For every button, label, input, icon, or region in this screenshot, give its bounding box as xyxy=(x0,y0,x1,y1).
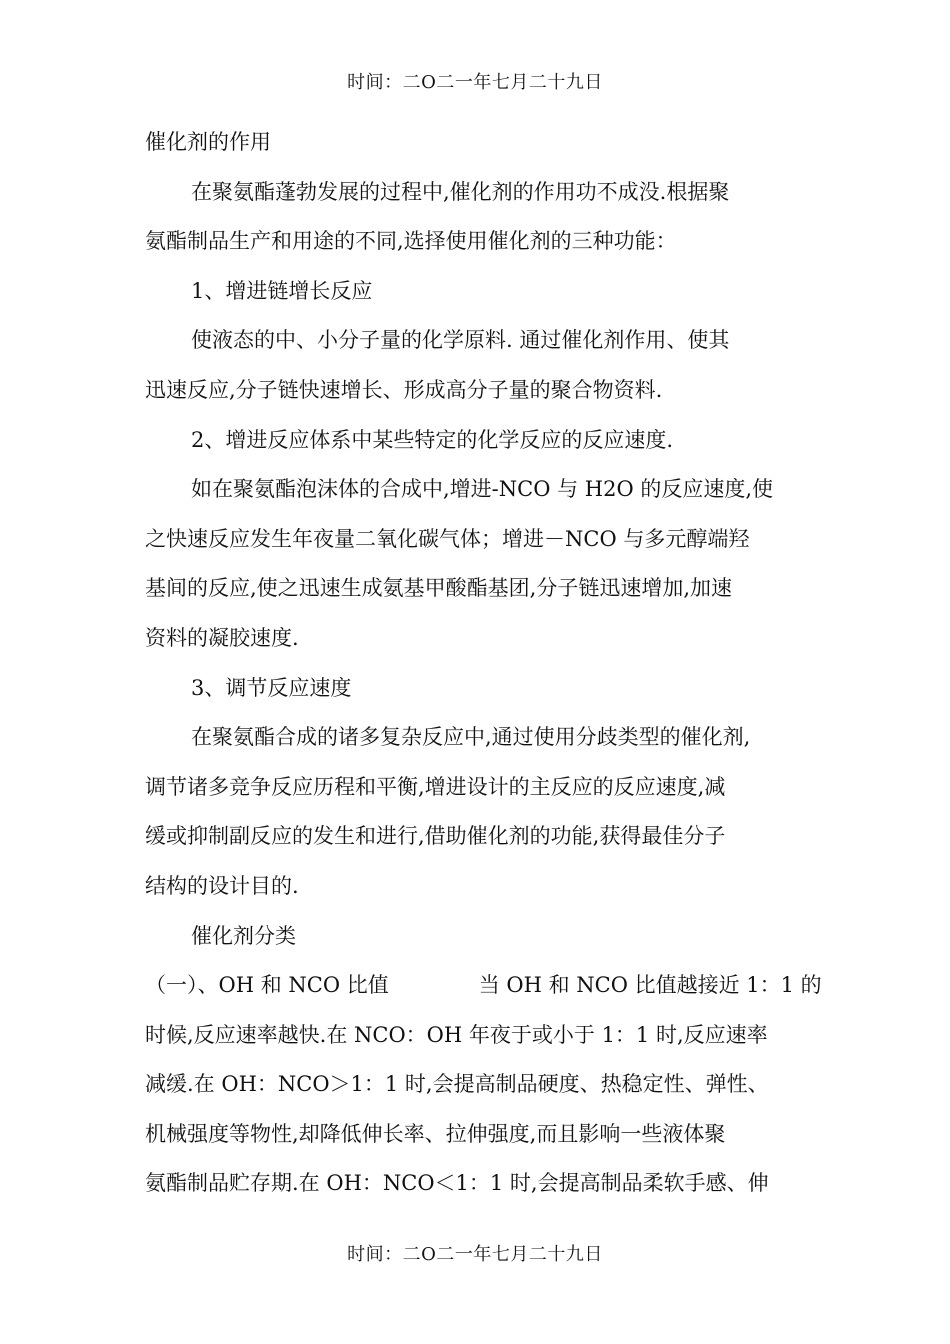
paragraph-line: 使液态的中、小分子量的化学原料. 通过催化剂作用、使其 xyxy=(191,328,730,353)
paragraph-line: 在聚氨酯合成的诸多复杂反应中,通过使用分歧类型的催化剂, xyxy=(191,725,751,750)
document-body xyxy=(145,118,825,1209)
paragraph-line: 氨酯制品贮存期.在 OH：NCO＜1：1 时,会提高制品柔软手感、伸 xyxy=(145,1171,769,1196)
list-heading: 3、调节反应速度 xyxy=(191,675,352,700)
page-header-date: 时间：二O二一年七月二十九日 xyxy=(347,72,603,93)
paragraph-line: 时候,反应速率越快.在 NCO：OH 年夜于或小于 1：1 时,反应速率 xyxy=(145,1022,768,1047)
paragraph-line: 调节诸多竞争反应历程和平衡,增进设计的主反应的反应速度,减 xyxy=(145,774,726,799)
paragraph-line: 减缓.在 OH：NCO＞1：1 时,会提高制品硬度、热稳定性、弹性、 xyxy=(145,1072,769,1097)
section-subtitle: 催化剂分类 xyxy=(191,923,296,948)
paragraph-line: 结构的设计目的. xyxy=(145,873,299,898)
paragraph-line: 之快速反应发生年夜量二氧化碳气体；增进－NCO 与多元醇端羟 xyxy=(145,526,750,551)
paragraph-line: 基间的反应,使之迅速生成氨基甲酸酯基团,分子链迅速增加,加速 xyxy=(145,576,733,601)
page-footer-date: 时间：二O二一年七月二十九日 xyxy=(347,1244,603,1265)
paragraph-text: 当 OH 和 NCO 比值越接近 1：1 的 xyxy=(478,973,822,998)
list-heading: 2、增进反应体系中某些特定的化学反应的反应速度. xyxy=(191,427,674,452)
paragraph-line: 缓或抑制副反应的发生和进行,借助催化剂的功能,获得最佳分子 xyxy=(145,824,726,849)
paragraph-line xyxy=(145,961,825,1011)
paragraph-line: 如在聚氨酯泡沫体的合成中,增进-NCO 与 H2O 的反应速度,使 xyxy=(191,477,774,502)
subsection-heading: （一）、OH 和 NCO 比值 xyxy=(145,973,389,998)
paragraph-line: 资料的凝胶速度. xyxy=(145,625,299,650)
paragraph-line: 迅速反应,分子链快速增长、形成高分子量的聚合物资料. xyxy=(145,377,663,402)
section-title: 催化剂的作用 xyxy=(145,130,271,154)
list-heading: 1、增进链增长反应 xyxy=(191,278,373,303)
paragraph-line: 在聚氨酯蓬勃发展的过程中,催化剂的作用功不成没.根据聚 xyxy=(191,179,730,204)
paragraph-line: 机械强度等物性,却降低伸长率、拉伸强度,而且影响一些液体聚 xyxy=(145,1121,726,1146)
paragraph-line: 氨酯制品生产和用途的不同,选择使用催化剂的三种功能： xyxy=(145,229,677,254)
